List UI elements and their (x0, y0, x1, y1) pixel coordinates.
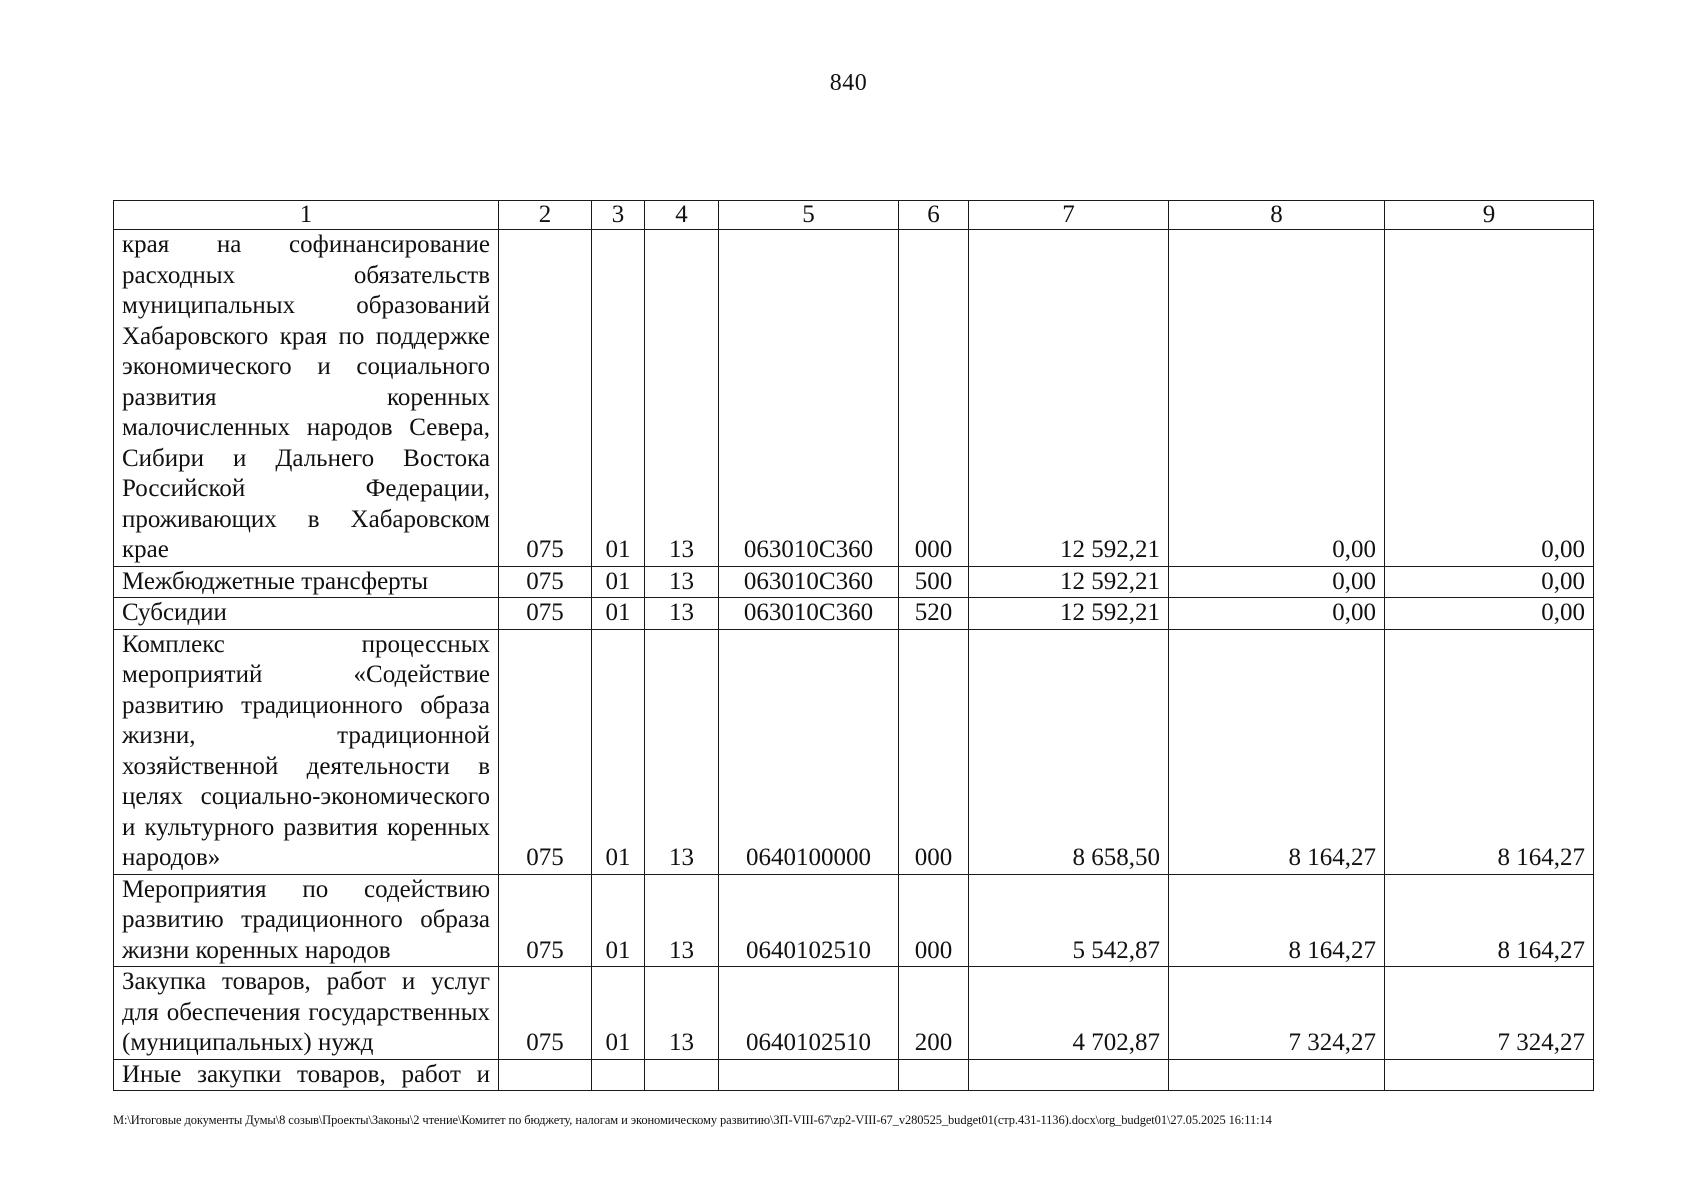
row-code-6-cell: 200 (899, 967, 969, 1060)
row-amount-9-cell: 8 164,27 (1385, 629, 1594, 874)
empty-cell (499, 1059, 592, 1091)
row-code-6-cell: 000 (899, 629, 969, 874)
row-code-3-cell: 01 (592, 629, 645, 874)
row-code-6-cell: 500 (899, 566, 969, 598)
row-code-2-cell: 075 (499, 230, 592, 567)
empty-cell (899, 1059, 969, 1091)
row-amount-7-cell: 4 702,87 (969, 967, 1169, 1060)
row-amount-9-cell: 0,00 (1385, 598, 1594, 630)
row-name-cell: Межбюджетные трансферты (114, 566, 499, 598)
row-code-4-cell: 13 (645, 566, 719, 598)
page-number: 840 (829, 70, 868, 96)
row-code-3-cell: 01 (592, 566, 645, 598)
row-name-cell: края на софинансирование расходных обязательств муниципальных образований Хабаровского края по поддержке экономического и социального развития коренных малочисленных народов Севера, Сибири и Дальнего Востока Российской Федерации, проживающих в Хабаровском крае (114, 230, 499, 567)
row-code-2-cell: 075 (499, 874, 592, 967)
row-code-3-cell: 01 (592, 967, 645, 1060)
row-code-6-cell: 520 (899, 598, 969, 630)
row-code-2-cell: 075 (499, 967, 592, 1060)
budget-table (113, 200, 1594, 1091)
empty-cell (1169, 1059, 1385, 1091)
row-code-5-cell: 0640102510 (719, 874, 899, 967)
row-amount-8-cell: 0,00 (1169, 230, 1385, 567)
row-amount-8-cell: 8 164,27 (1169, 629, 1385, 874)
empty-cell (969, 1059, 1169, 1091)
table-row-partial (114, 1059, 1594, 1091)
row-name-cell: Закупка товаров, работ и услуг для обеспечения государственных (муниципальных) нужд (114, 967, 499, 1060)
row-code-3-cell: 01 (592, 230, 645, 567)
row-amount-8-cell: 0,00 (1169, 598, 1385, 630)
row-code-5-cell: 063010С360 (719, 598, 899, 630)
row-amount-9-cell: 7 324,27 (1385, 967, 1594, 1060)
table-body (114, 201, 1594, 1091)
table-row (114, 230, 1594, 567)
column-header-5: 5 (719, 201, 899, 230)
table-row (114, 566, 1594, 598)
row-amount-8-cell: 0,00 (1169, 566, 1385, 598)
row-name-cell: Субсидии (114, 598, 499, 630)
footer-file-path: M:\Итоговые документы Думы\8 созыв\Проекты\Законы\2 чтение\Комитет по бюджету, налогам и экономическому развитию\ЗП-VIII-67\zp2-VIII-67_v280525_budget01(стр.431-1136).docx\org_budget01\27.05.2025 16:11:14 (113, 1113, 1272, 1127)
row-amount-8-cell: 7 324,27 (1169, 967, 1385, 1060)
row-code-5-cell: 0640102510 (719, 967, 899, 1060)
row-amount-8-cell: 8 164,27 (1169, 874, 1385, 967)
row-code-3-cell: 01 (592, 598, 645, 630)
row-code-5-cell: 063010С360 (719, 566, 899, 598)
empty-cell (645, 1059, 719, 1091)
table-row (114, 967, 1594, 1060)
row-code-4-cell: 13 (645, 230, 719, 567)
row-code-4-cell: 13 (645, 967, 719, 1060)
column-header-3: 3 (592, 201, 645, 230)
row-amount-7-cell: 12 592,21 (969, 230, 1169, 567)
row-code-2-cell: 075 (499, 598, 592, 630)
row-amount-9-cell: 8 164,27 (1385, 874, 1594, 967)
table-row (114, 629, 1594, 874)
empty-cell (1385, 1059, 1594, 1091)
row-code-6-cell: 000 (899, 230, 969, 567)
column-header-7: 7 (969, 201, 1169, 230)
row-name-cell: Мероприятия по содействию развитию традиционного образа жизни коренных народов (114, 874, 499, 967)
row-amount-9-cell: 0,00 (1385, 566, 1594, 598)
column-header-row (114, 201, 1594, 230)
column-header-4: 4 (645, 201, 719, 230)
row-code-4-cell: 13 (645, 598, 719, 630)
row-amount-9-cell: 0,00 (1385, 230, 1594, 567)
row-amount-7-cell: 12 592,21 (969, 566, 1169, 598)
table-row (114, 598, 1594, 630)
row-code-4-cell: 13 (645, 629, 719, 874)
table-row (114, 874, 1594, 967)
row-code-3-cell: 01 (592, 874, 645, 967)
column-header-9: 9 (1385, 201, 1594, 230)
row-code-2-cell: 075 (499, 566, 592, 598)
row-code-2-cell: 075 (499, 629, 592, 874)
column-header-2: 2 (499, 201, 592, 230)
row-name-cell: Иные закупки товаров, работ и (114, 1059, 499, 1091)
row-code-5-cell: 0640100000 (719, 629, 899, 874)
row-amount-7-cell: 8 658,50 (969, 629, 1169, 874)
row-amount-7-cell: 5 542,87 (969, 874, 1169, 967)
row-code-4-cell: 13 (645, 874, 719, 967)
column-header-8: 8 (1169, 201, 1385, 230)
row-amount-7-cell: 12 592,21 (969, 598, 1169, 630)
column-header-6: 6 (899, 201, 969, 230)
row-name-cell: Комплекс процессных мероприятий «Содействие развитию традиционного образа жизни, традиционной хозяйственной деятельности в целях социально-экономического и культурного развития коренных народов» (114, 629, 499, 874)
empty-cell (719, 1059, 899, 1091)
column-header-1: 1 (114, 201, 499, 230)
empty-cell (592, 1059, 645, 1091)
row-code-6-cell: 000 (899, 874, 969, 967)
row-code-5-cell: 063010С360 (719, 230, 899, 567)
